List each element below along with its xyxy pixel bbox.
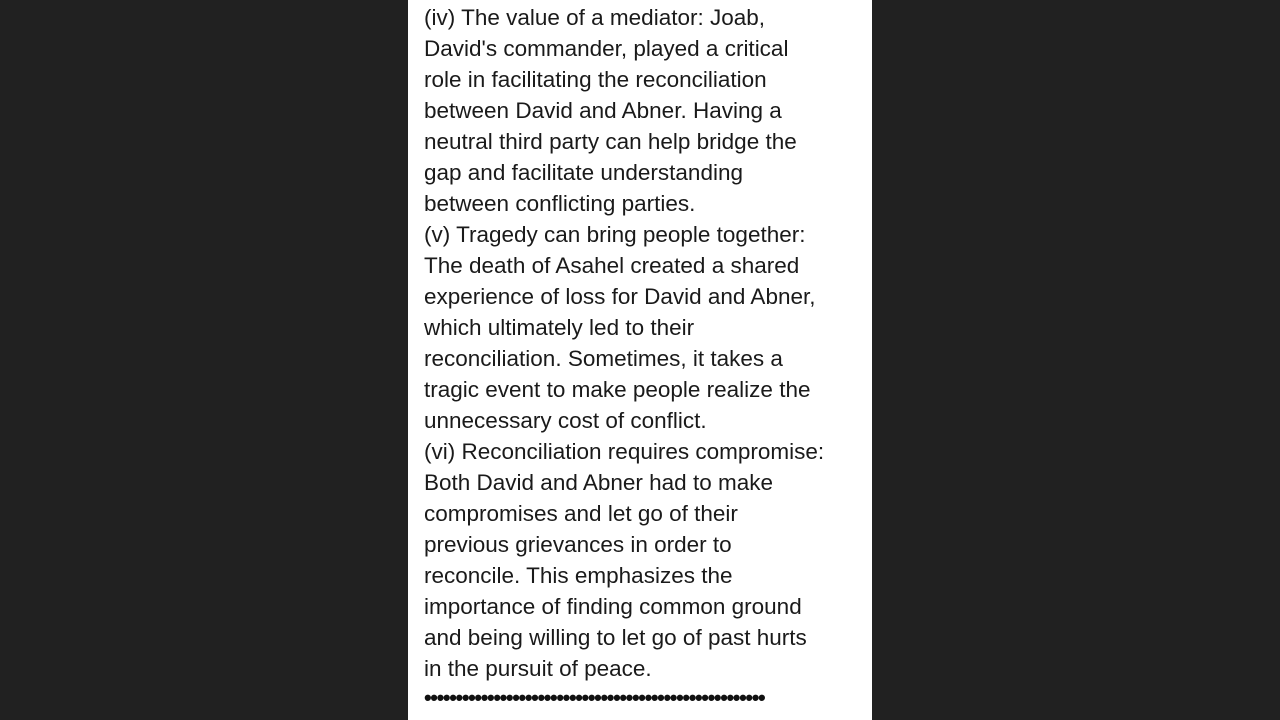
text-line: (iv) The value of a mediator: Joab,: [424, 5, 766, 30]
text-line: role in facilitating the reconciliation: [424, 67, 767, 92]
text-line: unnecessary cost of conflict.: [424, 408, 707, 433]
text-line: which ultimately led to their: [424, 315, 695, 340]
text-line: between conflicting parties.: [424, 191, 696, 216]
text-line: reconcile. This emphasizes the: [424, 563, 733, 588]
text-line: Both David and Abner had to make: [424, 470, 773, 495]
text-line: The death of Asahel created a shared: [424, 253, 800, 278]
text-line: experience of loss for David and Abner,: [424, 284, 816, 309]
text-line: neutral third party can help bridge the: [424, 129, 797, 154]
dotted-separator: ••••••••••••••••••••••••••••••••••••••••••••••••••••••: [424, 688, 765, 708]
text-line: between David and Abner. Having a: [424, 98, 782, 123]
text-line: previous grievances in order to: [424, 532, 732, 557]
text-line: compromises and let go of their: [424, 501, 738, 526]
text-line: (v) Tragedy can bring people together:: [424, 222, 806, 247]
document-panel: [408, 0, 872, 720]
text-line: gap and facilitate understanding: [424, 160, 743, 185]
document-text: [424, 2, 864, 684]
text-line: importance of finding common ground: [424, 594, 802, 619]
text-line: and being willing to let go of past hurts: [424, 625, 807, 650]
text-line: tragic event to make people realize the: [424, 377, 811, 402]
text-line: (vi) Reconciliation requires compromise:: [424, 439, 825, 464]
text-line: David's commander, played a critical: [424, 36, 789, 61]
text-line: reconciliation. Sometimes, it takes a: [424, 346, 783, 371]
text-line: in the pursuit of peace.: [424, 656, 652, 681]
